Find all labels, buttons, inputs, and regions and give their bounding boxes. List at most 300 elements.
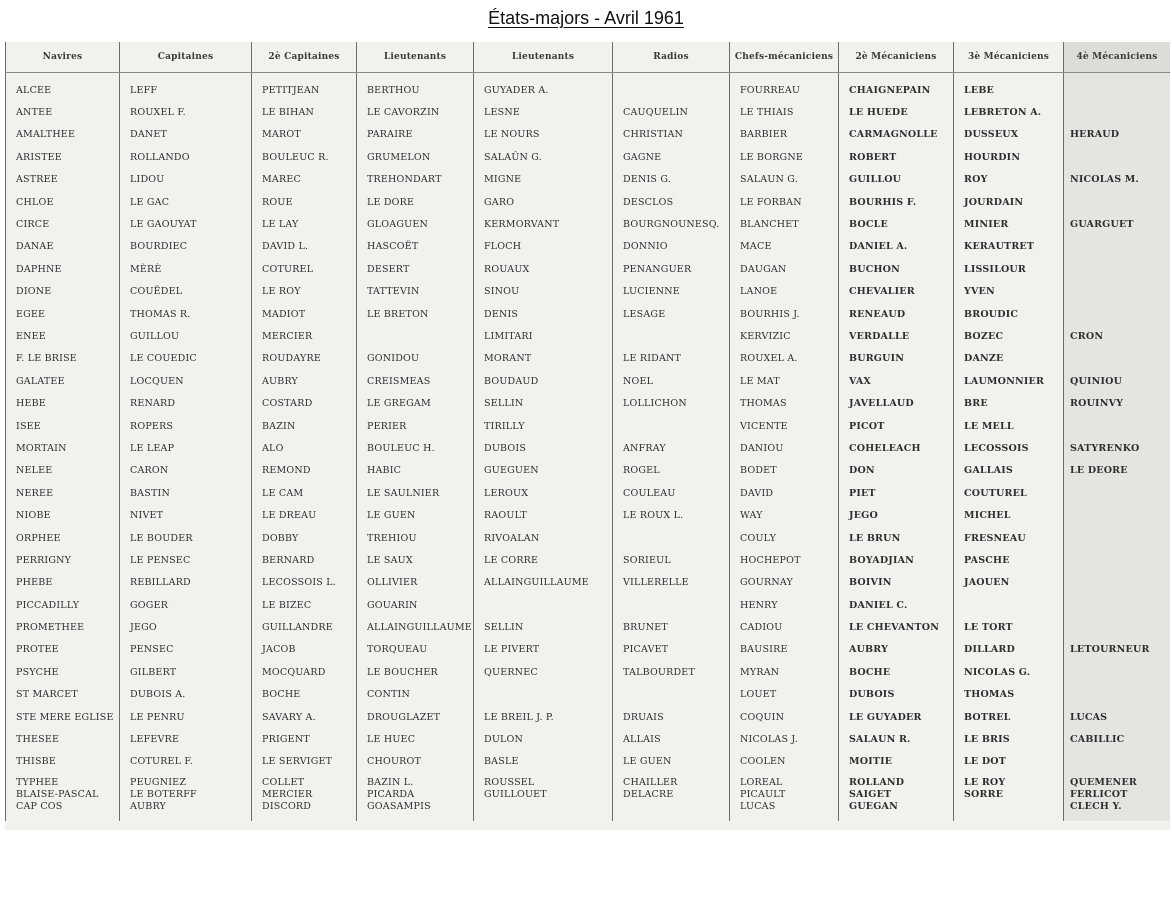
- cell-capitaine: ROLLANDO: [120, 146, 252, 168]
- cell-lieutenant-1: BOULEUC H.: [357, 437, 474, 459]
- header-lieutenants-2: Lieutenants: [474, 42, 613, 73]
- cell-chef-mecanicien: GOURNAY: [730, 572, 839, 594]
- cell-2e-mecanicien: SALAUN R.: [839, 728, 954, 750]
- cell-radio: NOEL: [613, 370, 730, 392]
- cell-2e-mecanicien: BOCLE: [839, 213, 954, 235]
- cell-radio: [613, 594, 730, 616]
- cell-chef-mecanicien: NICOLAS J.: [730, 728, 839, 750]
- cell-2e-mecanicien: CHAIGNEPAIN: [839, 73, 954, 102]
- cell-line: PICARDA: [367, 789, 415, 801]
- cell-2e-mecanicien: DUBOIS: [839, 684, 954, 706]
- cell-3e-mecanicien: YVEN: [954, 281, 1064, 303]
- cell-lieutenant-2: DENIS: [474, 303, 613, 325]
- cell-radio: DRUAIS: [613, 706, 730, 728]
- table-row: [6, 661, 1171, 683]
- cell-2e-capitaine: REMOND: [252, 460, 357, 482]
- cell-lieutenant-1: ALLAINGUILLAUME: [357, 616, 474, 638]
- table-row: [6, 213, 1171, 235]
- table-row: [6, 572, 1171, 594]
- cell-chef-mecanicien: BLANCHET: [730, 213, 839, 235]
- cell-navire: STE MERE EGLISE: [6, 706, 120, 728]
- cell-3e-mecanicien: BOZEC: [954, 325, 1064, 347]
- cell-radio: DENIS G.: [613, 169, 730, 191]
- cell-lieutenant-1: CREISMEAS: [357, 370, 474, 392]
- cell-lieutenant-1: DESERT: [357, 258, 474, 280]
- cell-lieutenant-2: SELLIN: [474, 616, 613, 638]
- cell-lieutenant-1: GLOAGUEN: [357, 213, 474, 235]
- header-lieutenants-1: Lieutenants: [357, 42, 474, 73]
- cell-navire: EGEE: [6, 303, 120, 325]
- cell-line: BLAISE-PASCAL: [16, 789, 99, 801]
- cell-4e-mecanicien: CRON: [1064, 325, 1171, 347]
- cell-lieutenant-1: LE BRETON: [357, 303, 474, 325]
- cell-lieutenant-2: LE BREIL J. P.: [474, 706, 613, 728]
- cell-lieutenant-1-group: [357, 773, 474, 821]
- table-row: [6, 258, 1171, 280]
- cell-2e-mecanicien: BOURHIS F.: [839, 191, 954, 213]
- cell-lieutenant-2: SALAÛN G.: [474, 146, 613, 168]
- cell-2e-mecanicien: DANIEL A.: [839, 236, 954, 258]
- table-row: [6, 281, 1171, 303]
- cell-chef-mecanicien: ROUXEL A.: [730, 348, 839, 370]
- cell-chef-mecanicien: LANOE: [730, 281, 839, 303]
- table-row: [6, 482, 1171, 504]
- cell-chef-mecanicien: BARBIER: [730, 124, 839, 146]
- cell-2e-mecanicien: LE CHEVANTON: [839, 616, 954, 638]
- cell-radio: DESCLOS: [613, 191, 730, 213]
- cell-capitaine: BOURDIEC: [120, 236, 252, 258]
- cell-lieutenant-2: GARO: [474, 191, 613, 213]
- cell-2e-mecanicien: VERDALLE: [839, 325, 954, 347]
- cell-radio: LE GUEN: [613, 751, 730, 773]
- cell-3e-mecanicien: BOTREL: [954, 706, 1064, 728]
- cell-2e-mecanicien: BOIVIN: [839, 572, 954, 594]
- cell-lieutenant-2: [474, 594, 613, 616]
- cell-navire: PROTEE: [6, 639, 120, 661]
- cell-4e-mecanicien: [1064, 146, 1171, 168]
- cell-line: LE ROY: [964, 777, 1006, 789]
- cell-lieutenant-2: QUERNEC: [474, 661, 613, 683]
- cell-line: GUILLOUET: [484, 789, 547, 801]
- cell-lieutenant-2: RIVOALAN: [474, 527, 613, 549]
- cell-4e-mecanicien-group: [1064, 773, 1171, 821]
- cell-lieutenant-2: LE CORRE: [474, 549, 613, 571]
- cell-radio: TALBOURDET: [613, 661, 730, 683]
- cell-2e-capitaine: LE BIHAN: [252, 101, 357, 123]
- table-row: [6, 415, 1171, 437]
- cell-radio: PENANGUER: [613, 258, 730, 280]
- cell-chef-mecanicien: HOCHEPOT: [730, 549, 839, 571]
- cell-navire: ORPHEE: [6, 527, 120, 549]
- table-row: [6, 303, 1171, 325]
- cell-4e-mecanicien: [1064, 258, 1171, 280]
- cell-2e-mecanicien: JEGO: [839, 504, 954, 526]
- cell-capitaine: DUBOIS A.: [120, 684, 252, 706]
- table-row: [6, 392, 1171, 414]
- cell-line: DELACRE: [623, 789, 674, 801]
- table-row: [6, 348, 1171, 370]
- cell-radio: VILLERELLE: [613, 572, 730, 594]
- cell-3e-mecanicien: HOURDIN: [954, 146, 1064, 168]
- header-2e-mecaniciens: 2è Mécaniciens: [839, 42, 954, 73]
- cell-radio: GAGNE: [613, 146, 730, 168]
- cell-radio: LOLLICHON: [613, 392, 730, 414]
- header-2e-capitaines: 2è Capitaines: [252, 42, 357, 73]
- cell-2e-mecanicien: PIET: [839, 482, 954, 504]
- cell-4e-mecanicien: [1064, 504, 1171, 526]
- cell-3e-mecanicien: MINIER: [954, 213, 1064, 235]
- cell-2e-capitaine: LECOSSOIS L.: [252, 572, 357, 594]
- cell-capitaine: LE PENSEC: [120, 549, 252, 571]
- cell-lieutenant-1: LE SAULNIER: [357, 482, 474, 504]
- cell-2e-mecanicien: DON: [839, 460, 954, 482]
- cell-radio: CHRISTIAN: [613, 124, 730, 146]
- cell-chef-mecanicien: WAY: [730, 504, 839, 526]
- cell-lieutenant-1: LE SAUX: [357, 549, 474, 571]
- cell-3e-mecanicien: LE DOT: [954, 751, 1064, 773]
- cell-lieutenant-2: KERMORVANT: [474, 213, 613, 235]
- cell-lieutenant-1: CHOUROT: [357, 751, 474, 773]
- cell-navire: THESEE: [6, 728, 120, 750]
- cell-line: LOREAL: [740, 777, 783, 789]
- table-row: [6, 437, 1171, 459]
- cell-navire: NELEE: [6, 460, 120, 482]
- cell-lieutenant-2: BOUDAUD: [474, 370, 613, 392]
- table-row: [6, 728, 1171, 750]
- cell-radio: BOURGNOUNESQ.: [613, 213, 730, 235]
- cell-chef-mecanicien: CADIOU: [730, 616, 839, 638]
- cell-2e-mecanicien: LE HUEDE: [839, 101, 954, 123]
- cell-2e-capitaine-group: [252, 773, 357, 821]
- cell-capitaine: GUILLOU: [120, 325, 252, 347]
- cell-4e-mecanicien: [1064, 73, 1171, 102]
- cell-navire: PICCADILLY: [6, 594, 120, 616]
- cell-navire: PERRIGNY: [6, 549, 120, 571]
- cell-navire: DAPHNE: [6, 258, 120, 280]
- table-row: [6, 236, 1171, 258]
- table-row: [6, 594, 1171, 616]
- cell-3e-mecanicien: DILLARD: [954, 639, 1064, 661]
- cell-navire: MORTAIN: [6, 437, 120, 459]
- cell-radio: COULEAU: [613, 482, 730, 504]
- cell-chef-mecanicien: COOLEN: [730, 751, 839, 773]
- cell-capitaine: GILBERT: [120, 661, 252, 683]
- cell-chef-mecanicien: LE FORBAN: [730, 191, 839, 213]
- cell-navire: ALCEE: [6, 73, 120, 102]
- cell-radio: LESAGE: [613, 303, 730, 325]
- cell-2e-capitaine: ROUE: [252, 191, 357, 213]
- cell-navire: GALATEE: [6, 370, 120, 392]
- cell-capitaine: MÈRÈ: [120, 258, 252, 280]
- cell-radio: [613, 415, 730, 437]
- cell-3e-mecanicien: ROY: [954, 169, 1064, 191]
- cell-lieutenant-2-group: [474, 773, 613, 821]
- cell-4e-mecanicien: [1064, 684, 1171, 706]
- cell-lieutenant-1: GONIDOU: [357, 348, 474, 370]
- cell-line: PICAULT: [740, 789, 786, 801]
- cell-navire: NEREE: [6, 482, 120, 504]
- table-row: [6, 101, 1171, 123]
- cell-4e-mecanicien: GUARGUET: [1064, 213, 1171, 235]
- cell-capitaine: REBILLARD: [120, 572, 252, 594]
- cell-4e-mecanicien: [1064, 661, 1171, 683]
- cell-capitaine: LE GAOUYAT: [120, 213, 252, 235]
- cell-capitaine: ROPERS: [120, 415, 252, 437]
- cell-navire: ASTREE: [6, 169, 120, 191]
- cell-navire: ISEE: [6, 415, 120, 437]
- cell-lieutenant-2: DUBOIS: [474, 437, 613, 459]
- cell-lieutenant-2: LE PIVERT: [474, 639, 613, 661]
- cell-4e-mecanicien: [1064, 281, 1171, 303]
- cell-chef-mecanicien-group: [730, 773, 839, 821]
- cell-chef-mecanicien: HENRY: [730, 594, 839, 616]
- table-row: [6, 684, 1171, 706]
- cell-line: SORRE: [964, 789, 1004, 801]
- cell-lieutenant-1: LE GREGAM: [357, 392, 474, 414]
- cell-4e-mecanicien: [1064, 572, 1171, 594]
- cell-lieutenant-2: SELLIN: [474, 392, 613, 414]
- cell-4e-mecanicien: [1064, 101, 1171, 123]
- cell-lieutenant-1: LE GUEN: [357, 504, 474, 526]
- cell-lieutenant-1: LE CAVORZIN: [357, 101, 474, 123]
- cell-chef-mecanicien: VICENTE: [730, 415, 839, 437]
- cell-lieutenant-2: SINOU: [474, 281, 613, 303]
- cell-navire: CHLOE: [6, 191, 120, 213]
- cell-chef-mecanicien: SALAUN G.: [730, 169, 839, 191]
- cell-3e-mecanicien: LE BRIS: [954, 728, 1064, 750]
- cell-chef-mecanicien: BODET: [730, 460, 839, 482]
- cell-navire-group: [6, 773, 120, 821]
- cell-lieutenant-1: CONTIN: [357, 684, 474, 706]
- cell-3e-mecanicien-group: [954, 773, 1064, 821]
- cell-4e-mecanicien: [1064, 482, 1171, 504]
- header-chefs-mecaniciens: Chefs-mécaniciens: [730, 42, 839, 73]
- cell-4e-mecanicien: [1064, 527, 1171, 549]
- cell-2e-capitaine: MADIOT: [252, 303, 357, 325]
- cell-radio: [613, 325, 730, 347]
- cell-radio: ALLAIS: [613, 728, 730, 750]
- cell-4e-mecanicien: LETOURNEUR: [1064, 639, 1171, 661]
- cell-lieutenant-2: LEROUX: [474, 482, 613, 504]
- cell-4e-mecanicien: SATYRENKO: [1064, 437, 1171, 459]
- cell-2e-mecanicien: BOYADJIAN: [839, 549, 954, 571]
- table-body: [6, 73, 1171, 822]
- cell-2e-capitaine: MOCQUARD: [252, 661, 357, 683]
- cell-lieutenant-1: LE BOUCHER: [357, 661, 474, 683]
- table-row: [6, 191, 1171, 213]
- cell-line: FERLICOT: [1070, 789, 1128, 801]
- cell-lieutenant-2: TIRILLY: [474, 415, 613, 437]
- cell-2e-mecanicien: JAVELLAUD: [839, 392, 954, 414]
- cell-line: TYPHEE: [16, 777, 59, 789]
- cell-3e-mecanicien: JOURDAIN: [954, 191, 1064, 213]
- cell-line: BAZIN L.: [367, 777, 414, 789]
- cell-4e-mecanicien: [1064, 191, 1171, 213]
- cell-navire: PROMETHEE: [6, 616, 120, 638]
- cell-radio: LUCIENNE: [613, 281, 730, 303]
- cell-line: LE BOTERFF: [130, 789, 197, 801]
- table-row: [6, 146, 1171, 168]
- cell-lieutenant-2: FLOCH: [474, 236, 613, 258]
- cell-navire: DIONE: [6, 281, 120, 303]
- cell-2e-capitaine: MERCIER: [252, 325, 357, 347]
- cell-4e-mecanicien: [1064, 751, 1171, 773]
- cell-chef-mecanicien: LOUET: [730, 684, 839, 706]
- cell-navire: PHEBE: [6, 572, 120, 594]
- table-row: [6, 527, 1171, 549]
- cell-2e-capitaine: LE LAY: [252, 213, 357, 235]
- cell-2e-capitaine: SAVARY A.: [252, 706, 357, 728]
- cell-chef-mecanicien: KERVIZIC: [730, 325, 839, 347]
- cell-2e-mecanicien: CHEVALIER: [839, 281, 954, 303]
- cell-lieutenant-2: LESNE: [474, 101, 613, 123]
- cell-3e-mecanicien: LEBE: [954, 73, 1064, 102]
- cell-capitaine: CARON: [120, 460, 252, 482]
- table-row-multi: [6, 773, 1171, 821]
- cell-line: ROLLAND: [849, 777, 905, 789]
- cell-3e-mecanicien: GALLAIS: [954, 460, 1064, 482]
- cell-lieutenant-2: ALLAINGUILLAUME: [474, 572, 613, 594]
- cell-line: LUCAS: [740, 801, 776, 813]
- cell-chef-mecanicien: LE BORGNE: [730, 146, 839, 168]
- cell-lieutenant-2: ROUAUX: [474, 258, 613, 280]
- cell-2e-mecanicien: AUBRY: [839, 639, 954, 661]
- cell-chef-mecanicien: COQUIN: [730, 706, 839, 728]
- cell-lieutenant-1: HASCOËT: [357, 236, 474, 258]
- cell-2e-capitaine: AUBRY: [252, 370, 357, 392]
- cell-radio: [613, 73, 730, 102]
- cell-capitaine: COTUREL F.: [120, 751, 252, 773]
- cell-2e-capitaine: BAZIN: [252, 415, 357, 437]
- cell-lieutenant-1: [357, 325, 474, 347]
- cell-line: CLECH Y.: [1070, 801, 1122, 813]
- cell-lieutenant-1: TREHIOU: [357, 527, 474, 549]
- cell-3e-mecanicien: JAOUEN: [954, 572, 1064, 594]
- cell-navire: PSYCHE: [6, 661, 120, 683]
- cell-radio: LE ROUX L.: [613, 504, 730, 526]
- table-row: [6, 73, 1171, 102]
- cell-4e-mecanicien: ROUINVY: [1064, 392, 1171, 414]
- cell-2e-capitaine: ROUDAYRE: [252, 348, 357, 370]
- cell-capitaine: LE LEAP: [120, 437, 252, 459]
- cell-lieutenant-1: HABIC: [357, 460, 474, 482]
- cell-chef-mecanicien: THOMAS: [730, 392, 839, 414]
- cell-lieutenant-1: GRUMELON: [357, 146, 474, 168]
- cell-2e-mecanicien: CARMAGNOLLE: [839, 124, 954, 146]
- table-row: [6, 370, 1171, 392]
- cell-3e-mecanicien: BROUDIC: [954, 303, 1064, 325]
- cell-2e-capitaine: LE CAM: [252, 482, 357, 504]
- cell-3e-mecanicien: [954, 594, 1064, 616]
- cell-navire: CIRCE: [6, 213, 120, 235]
- cell-4e-mecanicien: QUINIOU: [1064, 370, 1171, 392]
- cell-capitaine: GOGER: [120, 594, 252, 616]
- cell-4e-mecanicien: [1064, 236, 1171, 258]
- page-title-text: États-majors - Avril 1961: [488, 8, 684, 28]
- cell-capitaine: NIVET: [120, 504, 252, 526]
- cell-chef-mecanicien: FOURREAU: [730, 73, 839, 102]
- scanned-table-image: [5, 42, 1170, 830]
- cell-radio: [613, 527, 730, 549]
- cell-chef-mecanicien: MACE: [730, 236, 839, 258]
- cell-lieutenant-1: DROUGLAZET: [357, 706, 474, 728]
- cell-lieutenant-2: LE NOURS: [474, 124, 613, 146]
- cell-capitaine: LE GAC: [120, 191, 252, 213]
- cell-radio: SORIEUL: [613, 549, 730, 571]
- cell-capitaine-group: [120, 773, 252, 821]
- cell-2e-capitaine: JACOB: [252, 639, 357, 661]
- cell-3e-mecanicien: DUSSEUX: [954, 124, 1064, 146]
- cell-capitaine: RENARD: [120, 392, 252, 414]
- cell-line: AUBRY: [130, 801, 166, 813]
- cell-chef-mecanicien: BAUSIRE: [730, 639, 839, 661]
- cell-capitaine: LOCQUEN: [120, 370, 252, 392]
- cell-radio: ROGEL: [613, 460, 730, 482]
- cell-4e-mecanicien: [1064, 415, 1171, 437]
- cell-4e-mecanicien: [1064, 616, 1171, 638]
- cell-chef-mecanicien: DAVID: [730, 482, 839, 504]
- cell-2e-mecanicien: MOITIE: [839, 751, 954, 773]
- cell-3e-mecanicien: PASCHE: [954, 549, 1064, 571]
- cell-3e-mecanicien: COUTUREL: [954, 482, 1064, 504]
- cell-3e-mecanicien: LE MELL: [954, 415, 1064, 437]
- cell-line: PEUGNIEZ: [130, 777, 187, 789]
- cell-line: MERCIER: [262, 789, 313, 801]
- cell-3e-mecanicien: FRESNEAU: [954, 527, 1064, 549]
- cell-radio: LE RIDANT: [613, 348, 730, 370]
- table-row: [6, 549, 1171, 571]
- table-row: [6, 616, 1171, 638]
- cell-navire: HEBE: [6, 392, 120, 414]
- cell-2e-mecanicien-group: [839, 773, 954, 821]
- cell-2e-capitaine: BOCHE: [252, 684, 357, 706]
- cell-lieutenant-1: LE DORE: [357, 191, 474, 213]
- cell-lieutenant-2: GUEGUEN: [474, 460, 613, 482]
- cell-capitaine: PENSEC: [120, 639, 252, 661]
- cell-line: CAP COS: [16, 801, 63, 813]
- cell-3e-mecanicien: NICOLAS G.: [954, 661, 1064, 683]
- cell-2e-mecanicien: VAX: [839, 370, 954, 392]
- cell-2e-mecanicien: LE BRUN: [839, 527, 954, 549]
- header-row: [6, 42, 1171, 73]
- cell-chef-mecanicien: DANIOU: [730, 437, 839, 459]
- cell-line: ROUSSEL: [484, 777, 535, 789]
- cell-4e-mecanicien: LUCAS: [1064, 706, 1171, 728]
- cell-2e-mecanicien: BUCHON: [839, 258, 954, 280]
- table-row: [6, 325, 1171, 347]
- cell-capitaine: ROUXEL F.: [120, 101, 252, 123]
- cell-2e-capitaine: LE DREAU: [252, 504, 357, 526]
- cell-capitaine: LIDOU: [120, 169, 252, 191]
- table-row: [6, 639, 1171, 661]
- table-row: [6, 504, 1171, 526]
- table-row: [6, 124, 1171, 146]
- cell-chef-mecanicien: COULY: [730, 527, 839, 549]
- cell-lieutenant-2: LIMITARI: [474, 325, 613, 347]
- cell-3e-mecanicien: KERAUTRET: [954, 236, 1064, 258]
- cell-2e-capitaine: LE ROY: [252, 281, 357, 303]
- cell-chef-mecanicien: DAUGAN: [730, 258, 839, 280]
- cell-3e-mecanicien: BRE: [954, 392, 1064, 414]
- cell-2e-capitaine: DOBBY: [252, 527, 357, 549]
- table-row: [6, 706, 1171, 728]
- cell-4e-mecanicien: HERAUD: [1064, 124, 1171, 146]
- cell-2e-capitaine: MAROT: [252, 124, 357, 146]
- cell-4e-mecanicien: NICOLAS M.: [1064, 169, 1171, 191]
- cell-capitaine: BASTIN: [120, 482, 252, 504]
- cell-lieutenant-1: BERTHOU: [357, 73, 474, 102]
- cell-2e-capitaine: DAVID L.: [252, 236, 357, 258]
